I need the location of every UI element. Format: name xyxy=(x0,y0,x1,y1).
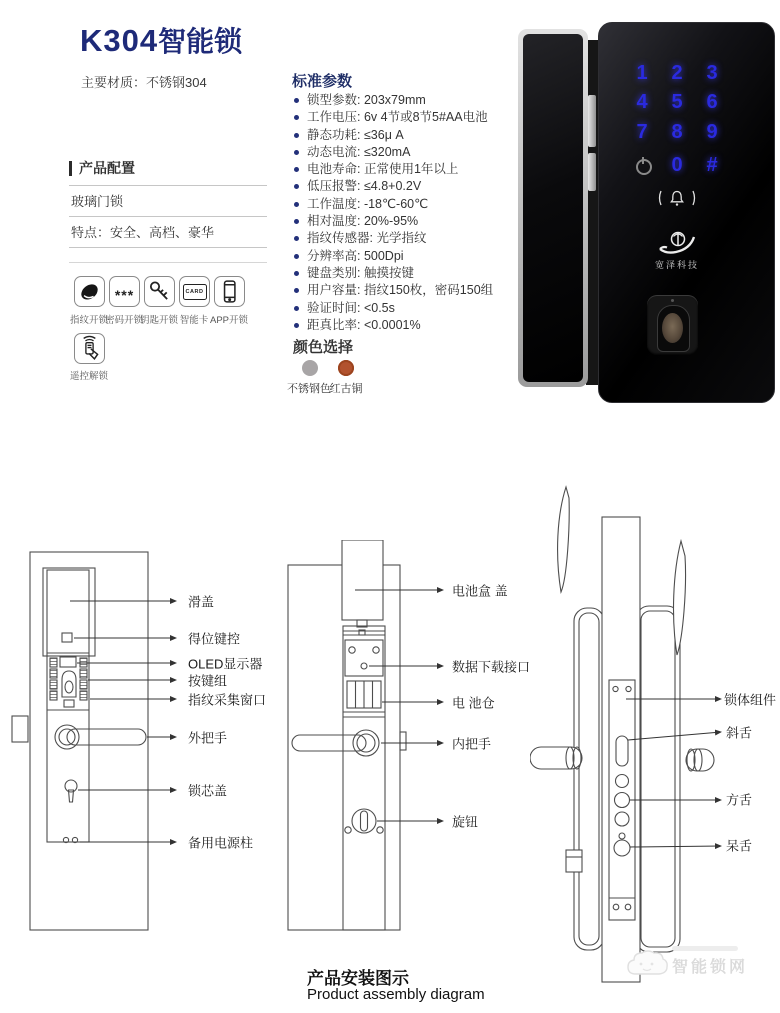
keypad-key-1: 1 xyxy=(636,62,648,84)
assembly-back-diagram xyxy=(285,540,530,940)
colors-heading: 颜色选择 xyxy=(293,339,354,356)
part-label-square-bolt: 方舌 xyxy=(726,792,753,808)
key-icon xyxy=(146,278,173,305)
keypad-key-0: 0 xyxy=(671,154,683,176)
spec-item: 键盘类别: 触摸按键 xyxy=(293,265,528,282)
part-label-data-port: 数据下载接口 xyxy=(452,659,531,675)
config-heading xyxy=(69,158,267,186)
part-label-oled-display: OLED显示器 xyxy=(188,656,263,672)
config-divider xyxy=(69,248,267,263)
part-label-dead-bolt: 呆舌 xyxy=(726,838,753,854)
keypad-key-2: 2 xyxy=(671,62,683,84)
part-label-battery-cover: 电池盒 盖 xyxy=(452,583,508,599)
heading-bar xyxy=(69,161,72,176)
fingerprint-icon xyxy=(76,278,103,305)
part-label-backup-power-post: 备用电源柱 xyxy=(188,835,254,851)
keypad-key-9: 9 xyxy=(706,121,718,143)
specs-heading: 标准参数 xyxy=(292,73,353,90)
back-panel-glass xyxy=(523,34,583,382)
hinge-strip xyxy=(588,95,596,147)
color-swatch-steel xyxy=(302,360,318,376)
app-unlock-box xyxy=(214,276,245,307)
spec-item: 动态电流: ≤320mA xyxy=(293,144,528,161)
remote-control-icon xyxy=(76,335,103,362)
asterisks-icon: *** xyxy=(114,286,135,303)
part-label-outer-handle: 外把手 xyxy=(188,730,228,746)
spec-item: 锁型参数: 203x79mm xyxy=(293,92,528,109)
config-section xyxy=(69,158,267,263)
keypad-key-4: 4 xyxy=(636,91,648,113)
part-label-cylinder-cover: 锁芯盖 xyxy=(188,783,228,799)
unlock-label: 密码开锁 xyxy=(104,315,143,326)
part-label-knob: 旋钮 xyxy=(452,814,479,830)
unlock-label-remote: 遥控解锁 xyxy=(69,371,108,382)
page-title xyxy=(80,20,242,60)
brand-name: 宽泽科技 xyxy=(654,260,699,270)
part-label-reset-key: 得位键控 xyxy=(188,631,241,647)
keypad-key-5: 5 xyxy=(671,91,683,113)
unlock-label: 指纹开锁 xyxy=(69,315,108,326)
watermark-text: 智能锁网 xyxy=(672,959,749,976)
assembly-front-diagram xyxy=(10,540,280,940)
fingerprint-unlock-box xyxy=(74,276,105,307)
part-label-inner-handle: 内把手 xyxy=(452,736,492,752)
spec-item: 指纹传感器: 光学指纹 xyxy=(293,230,528,247)
part-label-slide-cover: 滑盖 xyxy=(188,594,215,610)
hinge-strip xyxy=(588,153,596,191)
card-icon-text: CARD xyxy=(185,288,204,295)
fingerprint-window xyxy=(657,305,690,352)
doorbell-icon xyxy=(658,188,696,209)
specs-list xyxy=(293,92,528,334)
config-heading-text: 产品配置 xyxy=(79,160,135,176)
part-label-latch-bolt: 斜舌 xyxy=(726,725,753,741)
material-line: 主要材质：不锈钢304 xyxy=(81,75,207,90)
keypad-key-6: 6 xyxy=(706,91,718,113)
spec-item: 电池寿命: 正常使用1年以上 xyxy=(293,161,528,178)
assembly-title-en: Product assembly diagram xyxy=(307,986,485,1003)
keypad-key-hash: # xyxy=(706,154,718,176)
lock-back-panel xyxy=(518,29,588,387)
password-unlock-box xyxy=(109,276,140,307)
keypad-key-8: 8 xyxy=(671,121,683,143)
brand-logo-icon xyxy=(654,228,700,258)
smartphone-icon xyxy=(216,278,243,305)
card-unlock-box xyxy=(179,276,210,307)
spec-item: 用户容量: 指纹150枚，密码150组 xyxy=(293,282,528,299)
config-row: 玻璃门锁 xyxy=(69,186,267,217)
spec-item: 相对温度: 20%-95% xyxy=(293,213,528,230)
watermark-cloud-icon xyxy=(626,946,670,982)
fingerprint-sensor xyxy=(647,295,698,355)
keypad-key-3: 3 xyxy=(706,62,718,84)
spec-item: 工作电压: 6v 4节或8节5#AA电池 xyxy=(293,109,528,126)
watermark-url-strip xyxy=(672,946,738,951)
product-name: 智能锁 xyxy=(158,26,243,57)
unlock-label: 钥匙开锁 xyxy=(139,315,178,326)
color-swatch-bronze xyxy=(338,360,354,376)
spec-item: 低压报警: ≤4.8+0.2V xyxy=(293,178,528,195)
spec-item: 验证时间: <0.5s xyxy=(293,300,528,317)
model-number: K304 xyxy=(80,23,159,58)
spec-item: 分辨率高: 500Dpi xyxy=(293,248,528,265)
power-icon xyxy=(636,159,652,175)
key-unlock-box xyxy=(144,276,175,307)
unlock-label: 智能卡 xyxy=(179,315,209,326)
part-label-lock-body: 锁体组件 xyxy=(724,692,777,708)
keypad-key-7: 7 xyxy=(636,121,648,143)
spec-item: 距真比率: <0.0001% xyxy=(293,317,528,334)
part-label-key-group: 按键组 xyxy=(188,673,228,689)
part-label-battery-bay: 电 池仓 xyxy=(452,695,495,711)
part-label-fp-window: 指纹采集窗口 xyxy=(188,692,267,708)
config-row: 特点：安全、高档、豪华 xyxy=(69,217,267,248)
unlock-label: APP开锁 xyxy=(209,315,248,326)
sensor-led-dot xyxy=(671,299,674,302)
card-icon xyxy=(183,284,207,300)
remote-unlock-box xyxy=(74,333,105,364)
fingerprint-surface xyxy=(662,313,683,343)
color-name: 不锈钢色 xyxy=(287,383,331,395)
spec-item: 工作温度: -18℃-60℃ xyxy=(293,196,528,213)
color-name: 红古铜 xyxy=(329,383,363,395)
assembly-title-zh: 产品安装图示 xyxy=(307,969,409,988)
spec-item: 静态功耗: ≤36μ A xyxy=(293,127,528,144)
